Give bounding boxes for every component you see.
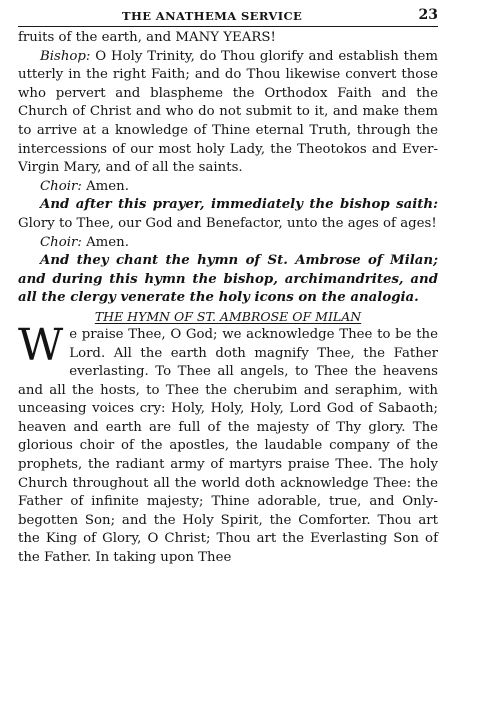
rubric-text: And after this prayer, immediately the bishop saith:	[40, 197, 438, 213]
paragraph-choir-amen	[18, 178, 438, 197]
paragraph-text: O Holy Trinity, do Thou glorify and establish them utterly in the right Faith; and do Thou likewise convert those who pervert and blaspheme the Orthodox Faith and the Church of Christ and who do not submit to it, and make them to arrive at a knowledge of Thine eternal Truth, through the intercessions of our most holy Lady, the Theotokos and Ever-Virgin Mary, and of all the saints.	[18, 48, 438, 176]
paragraph-bishop-prayer	[18, 48, 438, 178]
running-head-title: THE ANATHEMA SERVICE	[122, 9, 303, 23]
book-page	[18, 6, 438, 568]
paragraph-text: fruits of the earth, and MANY YEARS!	[18, 30, 276, 45]
hymn-body: e praise Thee, O God; we acknowledge Thee to be the Lord. All the earth doth magnify Thee, the Father everlasting. To Thee all angels, to Thee the heavens and all the hosts, to Thee the cherubim and seraphim, with unceasing voices cry: Holy, Holy, Holy, Lord God of Sabaoth; heaven and earth are full of the majesty of Thy glory. The glorious choir of the apostles, the laudable company of the prophets, the radiant army of martyrs praise Thee. The holy Church throughout all the world doth acknowledge Thee: the Father of infinite majesty; Thine adorable, true, and Only-begotten Son; and the Holy Spirit, the Comforter. Thou art the King of Glory, O Christ; Thou art the Everlasting Son of the Father. In taking upon Thee	[18, 326, 438, 566]
paragraph-continuation	[18, 29, 438, 48]
speaker-label: Choir:	[40, 234, 82, 250]
running-head	[18, 6, 438, 27]
drop-cap: W	[18, 319, 64, 371]
speaker-label: Choir:	[40, 178, 82, 194]
rubric-text: And they chant the hymn of St. Ambrose of Milan; and during this hymn the bishop, archimandrites, and all the clergy venerate the holy icons on the analogia.	[18, 253, 438, 306]
page-number: 23	[418, 7, 438, 23]
paragraph-choir-amen-2	[18, 234, 438, 253]
paragraph-rubric-hymn	[18, 252, 438, 308]
paragraph-text: Amen.	[81, 234, 129, 250]
hymn-text	[18, 319, 438, 568]
page-body	[18, 29, 438, 568]
paragraph-rubric-glory	[18, 196, 438, 233]
speaker-label: Bishop:	[40, 48, 91, 64]
paragraph-text: Amen.	[81, 178, 129, 194]
paragraph-text: Glory to Thee, our God and Benefactor, unto the ages of ages!	[18, 215, 437, 231]
hymn-title: THE HYMN OF ST. AMBROSE OF MILAN	[94, 308, 362, 324]
